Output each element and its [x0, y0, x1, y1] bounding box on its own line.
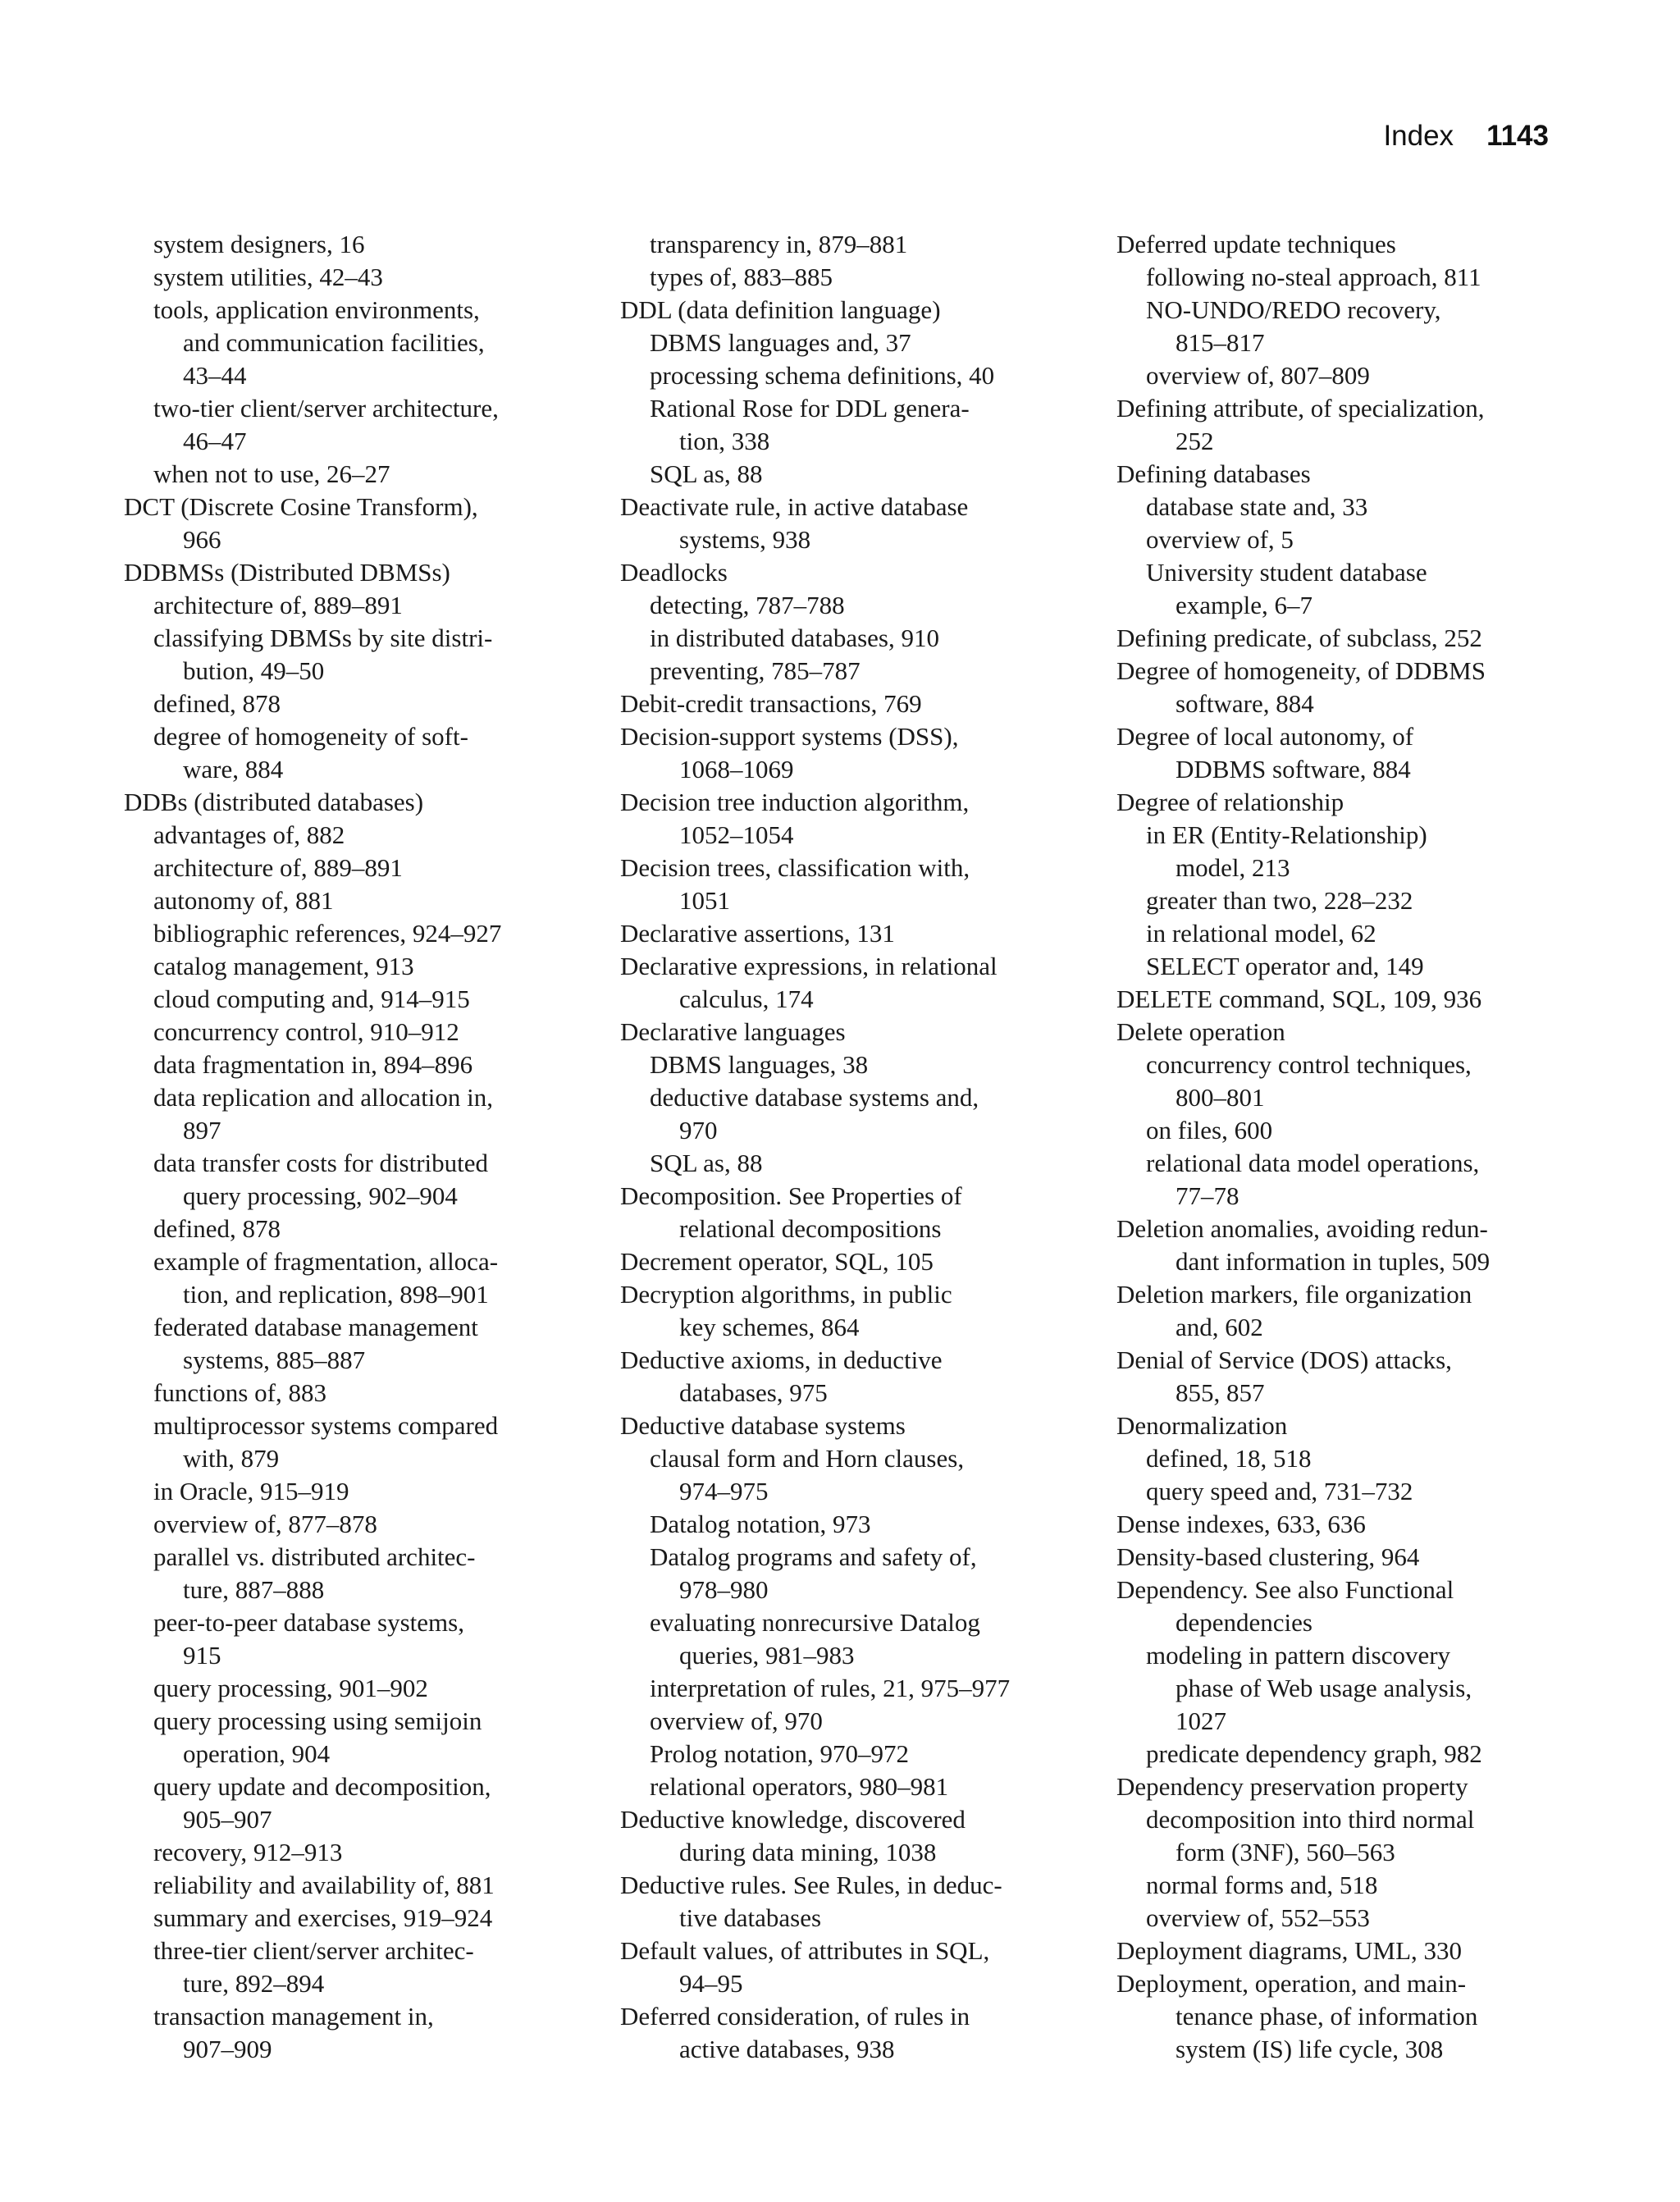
- index-continuation: and communication facilities,: [183, 328, 485, 357]
- index-continuation: systems, 885–887: [183, 1345, 366, 1374]
- index-continuation: software, 884: [1176, 689, 1314, 718]
- index-continuation: 94–95: [679, 1969, 743, 1998]
- index-subentry: tools, application environments,: [153, 295, 480, 324]
- index-subentry: query processing, 901–902: [153, 1674, 428, 1702]
- index-subentry: summary and exercises, 919–924: [153, 1903, 493, 1932]
- index-subentry: greater than two, 228–232: [1146, 886, 1413, 915]
- index-heading: Debit-credit transactions, 769: [620, 689, 922, 718]
- index-subentry: autonomy of, 881: [153, 886, 334, 915]
- index-subentry: three-tier client/server architec-: [153, 1936, 474, 1965]
- index-subentry: in Oracle, 915–919: [153, 1477, 349, 1505]
- index-subentry: classifying DBMSs by site distri-: [153, 624, 493, 652]
- index-heading: Deductive rules. See Rules, in deduc-: [620, 1871, 1002, 1899]
- index-heading: DDBMSs (Distributed DBMSs): [124, 558, 450, 587]
- index-heading: Declarative languages: [620, 1017, 846, 1046]
- index-subentry: concurrency control, 910–912: [153, 1017, 459, 1046]
- index-heading: Decomposition. See Properties of: [620, 1181, 962, 1210]
- index-continuation: form (3NF), 560–563: [1176, 1838, 1395, 1866]
- index-subentry: on files, 600: [1146, 1116, 1273, 1144]
- index-heading: Deferred consideration, of rules in: [620, 2002, 970, 2031]
- index-continuation: ware, 884: [183, 755, 284, 783]
- index-heading: Deferred update techniques: [1116, 230, 1396, 258]
- index-subentry: recovery, 912–913: [153, 1838, 343, 1866]
- index-subentry: parallel vs. distributed architec-: [153, 1542, 476, 1571]
- running-head: [1383, 120, 1549, 153]
- index-heading: Deadlocks: [620, 558, 728, 587]
- index-subentry: functions of, 883: [153, 1378, 326, 1407]
- index-subentry: deductive database systems and,: [650, 1083, 979, 1112]
- index-continuation: model, 213: [1176, 853, 1290, 882]
- index-subentry: interpretation of rules, 21, 975–977: [650, 1674, 1011, 1702]
- index-subentry: overview of, 877–878: [153, 1510, 377, 1538]
- index-subentry: concurrency control techniques,: [1146, 1050, 1472, 1079]
- index-subentry: detecting, 787–788: [650, 591, 845, 619]
- index-subentry: clausal form and Horn clauses,: [650, 1444, 965, 1473]
- index-subentry: evaluating nonrecursive Datalog: [650, 1608, 980, 1637]
- index-continuation: 905–907: [183, 1805, 272, 1834]
- index-subentry: architecture of, 889–891: [153, 591, 403, 619]
- index-heading: Denormalization: [1116, 1411, 1288, 1440]
- index-continuation: 966: [183, 525, 221, 554]
- index-heading: Decision tree induction algorithm,: [620, 788, 970, 816]
- index-continuation: active databases, 938: [679, 2035, 895, 2063]
- index-subentry: Prolog notation, 970–972: [650, 1739, 910, 1768]
- index-continuation: 815–817: [1176, 328, 1265, 357]
- index-subentry: SQL as, 88: [650, 459, 763, 488]
- index-subentry: degree of homogeneity of soft-: [153, 722, 468, 751]
- index-subentry: overview of, 5: [1146, 525, 1294, 554]
- index-heading: Defining databases: [1116, 459, 1311, 488]
- index-heading: Defining predicate, of subclass, 252: [1116, 624, 1482, 652]
- index-subentry: decomposition into third normal: [1146, 1805, 1475, 1834]
- index-continuation: 1052–1054: [679, 820, 794, 849]
- index-continuation: with, 879: [183, 1444, 280, 1473]
- index-subentry: transparency in, 879–881: [650, 230, 908, 258]
- index-subentry: query update and decomposition,: [153, 1772, 491, 1801]
- index-subentry: types of, 883–885: [650, 263, 833, 291]
- index-continuation: ture, 887–888: [183, 1575, 325, 1604]
- index-heading: DDL (data definition language): [620, 295, 941, 324]
- index-continuation: phase of Web usage analysis,: [1176, 1674, 1472, 1702]
- index-column-1: [124, 228, 583, 2066]
- index-heading: Deactivate rule, in active database: [620, 492, 969, 521]
- index-column-3: [1116, 228, 1576, 2066]
- index-continuation: relational decompositions: [679, 1214, 942, 1243]
- index-heading: Dependency. See also Functional: [1116, 1575, 1454, 1604]
- index-heading: DCT (Discrete Cosine Transform),: [124, 492, 478, 521]
- index-continuation: and, 602: [1176, 1313, 1263, 1341]
- index-subentry: federated database management: [153, 1313, 478, 1341]
- index-subentry: defined, 878: [153, 689, 281, 718]
- index-subentry: processing schema definitions, 40: [650, 361, 995, 390]
- index-heading: Decrement operator, SQL, 105: [620, 1247, 934, 1276]
- index-continuation: 915: [183, 1641, 221, 1670]
- index-subentry: DBMS languages and, 37: [650, 328, 911, 357]
- index-heading: DDBs (distributed databases): [124, 788, 424, 816]
- index-subentry: Datalog notation, 973: [650, 1510, 871, 1538]
- index-subentry: catalog management, 913: [153, 952, 414, 980]
- index-continuation: 855, 857: [1176, 1378, 1265, 1407]
- index-subentry: overview of, 807–809: [1146, 361, 1370, 390]
- index-subentry: multiprocessor systems compared: [153, 1411, 499, 1440]
- index-heading: Deletion anomalies, avoiding redun-: [1116, 1214, 1488, 1243]
- index-continuation: query processing, 902–904: [183, 1181, 458, 1210]
- index-continuation: databases, 975: [679, 1378, 828, 1407]
- index-continuation: 46–47: [183, 427, 247, 455]
- index-continuation: queries, 981–983: [679, 1641, 855, 1670]
- index-subentry: DBMS languages, 38: [650, 1050, 869, 1079]
- index-continuation: 907–909: [183, 2035, 272, 2063]
- index-continuation: tive databases: [679, 1903, 822, 1932]
- index-subentry: reliability and availability of, 881: [153, 1871, 495, 1899]
- index-subentry: relational operators, 980–981: [650, 1772, 949, 1801]
- index-heading: Deductive axioms, in deductive: [620, 1345, 943, 1374]
- index-continuation: 1027: [1176, 1706, 1226, 1735]
- index-subentry: defined, 18, 518: [1146, 1444, 1312, 1473]
- index-continuation: system (IS) life cycle, 308: [1176, 2035, 1444, 2063]
- index-subentry: Rational Rose for DDL genera-: [650, 394, 970, 423]
- index-subentry: overview of, 970: [650, 1706, 823, 1735]
- index-subentry: in distributed databases, 910: [650, 624, 939, 652]
- index-heading: Decision-support systems (DSS),: [620, 722, 959, 751]
- index-subentry: system utilities, 42–43: [153, 263, 383, 291]
- index-heading: Degree of relationship: [1116, 788, 1344, 816]
- index-continuation: example, 6–7: [1176, 591, 1313, 619]
- index-subentry: data fragmentation in, 894–896: [153, 1050, 473, 1079]
- index-subentry: SELECT operator and, 149: [1146, 952, 1424, 980]
- index-subentry: University student database: [1146, 558, 1427, 587]
- index-heading: Decision trees, classification with,: [620, 853, 970, 882]
- index-heading: Deductive database systems: [620, 1411, 906, 1440]
- index-heading: Default values, of attributes in SQL,: [620, 1936, 990, 1965]
- index-subentry: overview of, 552–553: [1146, 1903, 1370, 1932]
- index-heading: Degree of homogeneity, of DDBMS: [1116, 656, 1486, 685]
- index-heading: Deployment diagrams, UML, 330: [1116, 1936, 1463, 1965]
- index-heading: DELETE command, SQL, 109, 936: [1116, 985, 1482, 1013]
- index-continuation: 970: [679, 1116, 718, 1144]
- index-heading: Dense indexes, 633, 636: [1116, 1510, 1366, 1538]
- index-column-2: [620, 228, 1080, 2066]
- index-heading: Deployment, operation, and main-: [1116, 1969, 1467, 1998]
- index-continuation: 77–78: [1176, 1181, 1239, 1210]
- index-continuation: 978–980: [679, 1575, 769, 1604]
- index-heading: Defining attribute, of specialization,: [1116, 394, 1485, 423]
- index-subentry: following no-steal approach, 811: [1146, 263, 1481, 291]
- index-heading: Declarative assertions, 131: [620, 919, 895, 948]
- index-subentry: in ER (Entity-Relationship): [1146, 820, 1427, 849]
- index-continuation: bution, 49–50: [183, 656, 325, 685]
- index-continuation: tion, 338: [679, 427, 770, 455]
- index-subentry: data transfer costs for distributed: [153, 1149, 489, 1177]
- index-subentry: database state and, 33: [1146, 492, 1368, 521]
- index-continuation: DDBMS software, 884: [1176, 755, 1411, 783]
- index-subentry: Datalog programs and safety of,: [650, 1542, 977, 1571]
- index-heading: Degree of local autonomy, of: [1116, 722, 1414, 751]
- index-continuation: systems, 938: [679, 525, 811, 554]
- index-subentry: query speed and, 731–732: [1146, 1477, 1413, 1505]
- index-subentry: when not to use, 26–27: [153, 459, 390, 488]
- index-subentry: advantages of, 882: [153, 820, 345, 849]
- index-heading: Declarative expressions, in relational: [620, 952, 998, 980]
- index-continuation: 974–975: [679, 1477, 769, 1505]
- index-continuation: 252: [1176, 427, 1214, 455]
- index-subentry: transaction management in,: [153, 2002, 434, 2031]
- index-heading: Dependency preservation property: [1116, 1772, 1468, 1801]
- index-subentry: normal forms and, 518: [1146, 1871, 1378, 1899]
- index-continuation: calculus, 174: [679, 985, 814, 1013]
- index-subentry: cloud computing and, 914–915: [153, 985, 470, 1013]
- index-continuation: operation, 904: [183, 1739, 331, 1768]
- index-subentry: system designers, 16: [153, 230, 365, 258]
- index-subentry: modeling in pattern discovery: [1146, 1641, 1451, 1670]
- index-heading: Deletion markers, file organization: [1116, 1280, 1472, 1309]
- index-continuation: key schemes, 864: [679, 1313, 860, 1341]
- page-number: 1143: [1486, 120, 1549, 152]
- index-continuation: ture, 892–894: [183, 1969, 325, 1998]
- index-continuation: 43–44: [183, 361, 247, 390]
- index-continuation: during data mining, 1038: [679, 1838, 937, 1866]
- index-heading: Density-based clustering, 964: [1116, 1542, 1420, 1571]
- index-subentry: predicate dependency graph, 982: [1146, 1739, 1482, 1768]
- index-heading: Decryption algorithms, in public: [620, 1280, 952, 1309]
- index-subentry: SQL as, 88: [650, 1149, 763, 1177]
- index-subentry: query processing using semijoin: [153, 1706, 482, 1735]
- index-continuation: tenance phase, of information: [1176, 2002, 1478, 2031]
- index-continuation: dependencies: [1176, 1608, 1312, 1637]
- index-continuation: tion, and replication, 898–901: [183, 1280, 489, 1309]
- index-subentry: example of fragmentation, alloca-: [153, 1247, 499, 1276]
- index-subentry: preventing, 785–787: [650, 656, 861, 685]
- index-subentry: two-tier client/server architecture,: [153, 394, 499, 423]
- index-subentry: in relational model, 62: [1146, 919, 1376, 948]
- index-subentry: peer-to-peer database systems,: [153, 1608, 464, 1637]
- index-continuation: dant information in tuples, 509: [1176, 1247, 1491, 1276]
- index-continuation: 800–801: [1176, 1083, 1265, 1112]
- index-continuation: 1068–1069: [679, 755, 794, 783]
- index-subentry: architecture of, 889–891: [153, 853, 403, 882]
- index-heading: Denial of Service (DOS) attacks,: [1116, 1345, 1452, 1374]
- index-subentry: defined, 878: [153, 1214, 281, 1243]
- index-subentry: data replication and allocation in,: [153, 1083, 494, 1112]
- index-heading: Delete operation: [1116, 1017, 1285, 1046]
- index-heading: Deductive knowledge, discovered: [620, 1805, 966, 1834]
- index-subentry: bibliographic references, 924–927: [153, 919, 502, 948]
- index-continuation: 897: [183, 1116, 221, 1144]
- index-continuation: 1051: [679, 886, 730, 915]
- running-head-title: Index: [1383, 120, 1454, 152]
- index-subentry: NO-UNDO/REDO recovery,: [1146, 295, 1441, 324]
- index-subentry: relational data model operations,: [1146, 1149, 1480, 1177]
